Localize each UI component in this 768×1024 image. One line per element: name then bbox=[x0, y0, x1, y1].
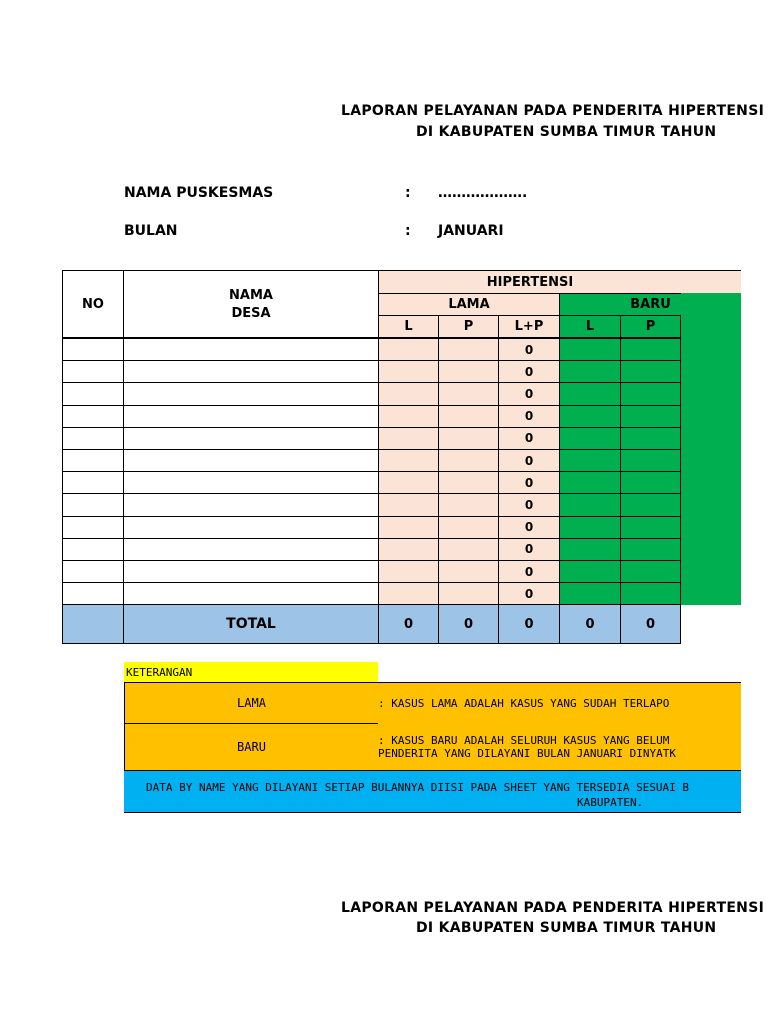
bulan-value: JANUARI bbox=[438, 223, 504, 239]
row-nama-desa bbox=[123, 493, 379, 516]
row-lama-l bbox=[378, 405, 439, 428]
row-lama-p bbox=[438, 560, 499, 583]
row-lama-l bbox=[378, 382, 439, 405]
row-lama-l bbox=[378, 538, 439, 561]
row-lama-p bbox=[438, 582, 499, 605]
row-nama-desa bbox=[123, 582, 379, 605]
row-baru-l bbox=[559, 427, 621, 450]
keterangan-baru-text: : KASUS BARU ADALAH SELURUH KASUS YANG BELUM PENDERITA YANG DILAYANI BULAN JANUARI DINYATK bbox=[378, 723, 741, 771]
report-subtitle-repeat: DI KABUPATEN SUMBA TIMUR TAHUN bbox=[416, 920, 717, 936]
row-nama-desa bbox=[123, 449, 379, 472]
row-baru-p bbox=[620, 338, 681, 361]
report-subtitle bbox=[416, 124, 717, 140]
row-lama-l bbox=[378, 516, 439, 539]
row-baru-l bbox=[559, 449, 621, 472]
row-lama-p bbox=[438, 516, 499, 539]
header-hipertensi: HIPERTENSI bbox=[378, 270, 741, 294]
row-lama-lp: 0 bbox=[498, 493, 560, 516]
row-baru-l bbox=[559, 516, 621, 539]
row-baru-l bbox=[559, 560, 621, 583]
report-title-line2: DI KABUPATEN SUMBA TIMUR TAHUN bbox=[416, 124, 717, 140]
row-baru-l bbox=[559, 382, 621, 405]
row-lama-l bbox=[378, 360, 439, 383]
row-no bbox=[62, 471, 124, 494]
report-title-line1: LAPORAN PELAYANAN PADA PENDERITA HIPERTENSI bbox=[341, 103, 765, 119]
bulan-colon: : bbox=[405, 223, 411, 239]
row-lama-p bbox=[438, 360, 499, 383]
row-lama-l bbox=[378, 493, 439, 516]
row-baru-l bbox=[559, 405, 621, 428]
row-baru-l bbox=[559, 582, 621, 605]
row-lama-lp: 0 bbox=[498, 382, 560, 405]
row-baru-p bbox=[620, 538, 681, 561]
row-nama-desa bbox=[123, 538, 379, 561]
data-note-line2: KABUPATEN. bbox=[577, 796, 644, 809]
row-baru-p bbox=[620, 471, 681, 494]
keterangan-baru-label: BARU bbox=[124, 723, 379, 771]
row-lama-lp: 0 bbox=[498, 449, 560, 472]
total-baru-p: 0 bbox=[620, 604, 681, 644]
keterangan-heading: KETERANGAN bbox=[124, 662, 378, 682]
row-lama-p bbox=[438, 538, 499, 561]
total-lama-p: 0 bbox=[438, 604, 499, 644]
row-nama-desa bbox=[123, 382, 379, 405]
row-baru-l bbox=[559, 360, 621, 383]
row-nama-desa bbox=[123, 360, 379, 383]
bulan-label: BULAN bbox=[124, 223, 178, 239]
row-no bbox=[62, 538, 124, 561]
row-baru-l bbox=[559, 338, 621, 361]
row-no bbox=[62, 338, 124, 361]
row-baru-p bbox=[620, 382, 681, 405]
row-no bbox=[62, 427, 124, 450]
row-baru-p bbox=[620, 493, 681, 516]
row-lama-l bbox=[378, 471, 439, 494]
row-lama-l bbox=[378, 427, 439, 450]
row-no bbox=[62, 560, 124, 583]
row-nama-desa bbox=[123, 405, 379, 428]
row-baru-l bbox=[559, 538, 621, 561]
header-baru-p: P bbox=[620, 315, 681, 338]
row-baru-p bbox=[620, 427, 681, 450]
row-lama-l bbox=[378, 560, 439, 583]
total-lama-l: 0 bbox=[378, 604, 439, 644]
row-lama-lp: 0 bbox=[498, 405, 560, 428]
report-title bbox=[341, 103, 765, 119]
row-no bbox=[62, 449, 124, 472]
header-nama-desa: NAMA DESA bbox=[123, 270, 379, 338]
row-lama-lp: 0 bbox=[498, 427, 560, 450]
row-nama-desa bbox=[123, 471, 379, 494]
header-baru: BARU bbox=[559, 293, 741, 316]
row-lama-lp: 0 bbox=[498, 560, 560, 583]
row-baru-p bbox=[620, 560, 681, 583]
total-baru-l: 0 bbox=[559, 604, 621, 644]
report-title-repeat: LAPORAN PELAYANAN PADA PENDERITA HIPERTENSI bbox=[341, 900, 765, 916]
data-note bbox=[124, 771, 741, 813]
row-lama-p bbox=[438, 382, 499, 405]
header-lama: LAMA bbox=[378, 293, 560, 316]
header-no: NO bbox=[62, 270, 124, 338]
row-baru-l bbox=[559, 471, 621, 494]
row-lama-lp: 0 bbox=[498, 360, 560, 383]
row-lama-lp: 0 bbox=[498, 338, 560, 361]
puskesmas-colon: : bbox=[405, 185, 411, 201]
total-label: TOTAL bbox=[123, 604, 379, 644]
row-baru-p bbox=[620, 360, 681, 383]
baru-extension-fill bbox=[681, 293, 741, 605]
row-nama-desa bbox=[123, 427, 379, 450]
row-lama-p bbox=[438, 471, 499, 494]
total-lama-lp: 0 bbox=[498, 604, 560, 644]
row-nama-desa bbox=[123, 516, 379, 539]
row-lama-lp: 0 bbox=[498, 516, 560, 539]
row-nama-desa bbox=[123, 338, 379, 361]
row-baru-l bbox=[559, 493, 621, 516]
puskesmas-value: ………………. bbox=[438, 185, 528, 201]
total-no-cell bbox=[62, 604, 124, 644]
row-lama-lp: 0 bbox=[498, 471, 560, 494]
row-baru-p bbox=[620, 405, 681, 428]
row-lama-l bbox=[378, 582, 439, 605]
row-no bbox=[62, 360, 124, 383]
row-lama-p bbox=[438, 405, 499, 428]
header-lama-lp: L+P bbox=[498, 315, 560, 338]
row-lama-lp: 0 bbox=[498, 582, 560, 605]
row-lama-lp: 0 bbox=[498, 538, 560, 561]
row-lama-p bbox=[438, 493, 499, 516]
row-no bbox=[62, 582, 124, 605]
row-baru-p bbox=[620, 449, 681, 472]
puskesmas-label: NAMA PUSKESMAS bbox=[124, 185, 274, 201]
row-no bbox=[62, 405, 124, 428]
header-baru-l: L bbox=[559, 315, 621, 338]
header-lama-p: P bbox=[438, 315, 499, 338]
keterangan-lama-label: LAMA bbox=[124, 682, 379, 724]
row-lama-p bbox=[438, 449, 499, 472]
row-lama-l bbox=[378, 338, 439, 361]
row-lama-l bbox=[378, 449, 439, 472]
row-no bbox=[62, 382, 124, 405]
row-no bbox=[62, 516, 124, 539]
row-lama-p bbox=[438, 427, 499, 450]
row-lama-p bbox=[438, 338, 499, 361]
header-lama-l: L bbox=[378, 315, 439, 338]
row-baru-p bbox=[620, 582, 681, 605]
row-baru-p bbox=[620, 516, 681, 539]
row-no bbox=[62, 493, 124, 516]
keterangan-lama-text: : KASUS LAMA ADALAH KASUS YANG SUDAH TERLAPO bbox=[378, 682, 741, 724]
row-nama-desa bbox=[123, 560, 379, 583]
data-note-line1: DATA BY NAME YANG DILAYANI SETIAP BULANNYA DIISI PADA SHEET YANG TERSEDIA SESUAI B bbox=[146, 781, 690, 794]
